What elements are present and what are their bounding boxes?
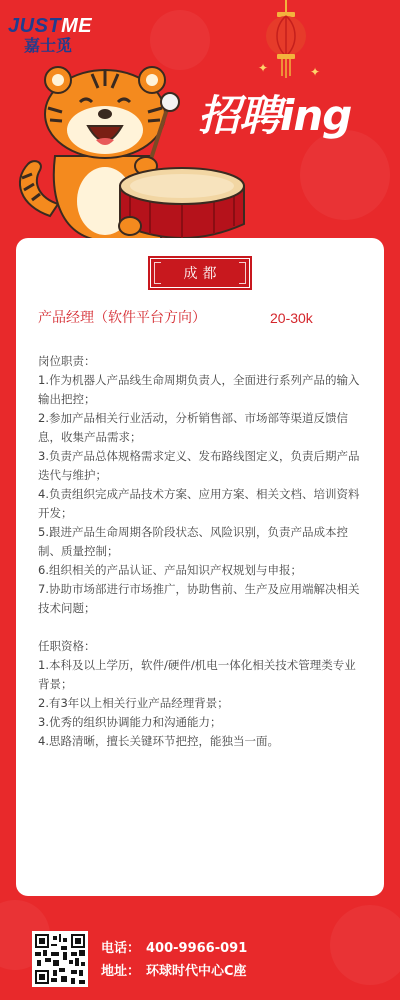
- brand-logo: [8, 16, 104, 60]
- address-text: 环球时代中心C座: [146, 964, 247, 979]
- duty-item: 5.跟进产品生命周期各阶段状态、风险识别，负责产品成本控制、质量控制；: [38, 525, 348, 558]
- job-header: [38, 308, 368, 328]
- duty-item: 3.负责产品总体规格需求定义、发布路线图定义，负责后期产品迭代与维护；: [38, 449, 360, 482]
- phone-line: [101, 940, 247, 958]
- requirement-item: 4.思路清晰，擅长关键环节把控，能独当一面。: [38, 734, 279, 748]
- background-cloud-pattern: [330, 905, 400, 985]
- requirement-item: 1.本科及以上学历，软件/硬件/机电一体化相关技术管理类专业背景；: [38, 658, 356, 691]
- job-card: [16, 238, 384, 896]
- city-label: 成都: [183, 266, 222, 282]
- duty-item: 4.负责组织完成产品技术方案、应用方案、相关文档、培训资料开发；: [38, 487, 360, 520]
- job-salary: 20-30k: [270, 310, 313, 326]
- logo-english: [8, 16, 104, 36]
- duty-item: 6.组织相关的产品认证、产品知识产权规划与申报；: [38, 563, 302, 577]
- sparkle-icon: ✦: [310, 65, 321, 79]
- job-description: [38, 352, 366, 751]
- phone-number[interactable]: 400-9966-091: [146, 941, 248, 956]
- duties-heading: 岗位职责：: [38, 354, 96, 368]
- sparkle-icon: ✦: [258, 61, 269, 75]
- address-label: 地址：: [101, 964, 141, 979]
- logo-chinese: 嘉士觅: [24, 36, 73, 55]
- page-title: 招聘ing: [198, 91, 352, 140]
- logo-suffix: ME: [61, 15, 93, 37]
- background-cloud-pattern: [300, 130, 390, 220]
- duty-item: 7.协助市场部进行市场推广，协助售前、生产及应用端解决相关技术问题；: [38, 582, 360, 615]
- qr-code-icon: [35, 934, 85, 984]
- duty-item: 2.参加产品相关行业活动，分析销售部、市场部等渠道反馈信息，收集产品需求；: [38, 411, 348, 444]
- requirement-item: 2.有3年以上相关行业产品经理背景；: [38, 696, 229, 710]
- city-badge: [150, 258, 250, 288]
- requirements-heading: 任职资格：: [38, 639, 96, 653]
- requirement-item: 3.优秀的组织协调能力和沟通能力；: [38, 715, 222, 729]
- phone-label: 电话：: [101, 941, 141, 956]
- background-cloud-pattern: [150, 10, 210, 70]
- duty-item: 1.作为机器人产品线生命周期负责人，全面进行系列产品的输入输出把控；: [38, 373, 360, 406]
- logo-prefix: JUST: [8, 15, 62, 37]
- job-title: 产品经理（软件平台方向）: [38, 310, 206, 326]
- qr-code[interactable]: [32, 931, 88, 987]
- lantern-icon: [264, 0, 308, 80]
- section-gap: [38, 618, 366, 637]
- address-line: [101, 963, 247, 981]
